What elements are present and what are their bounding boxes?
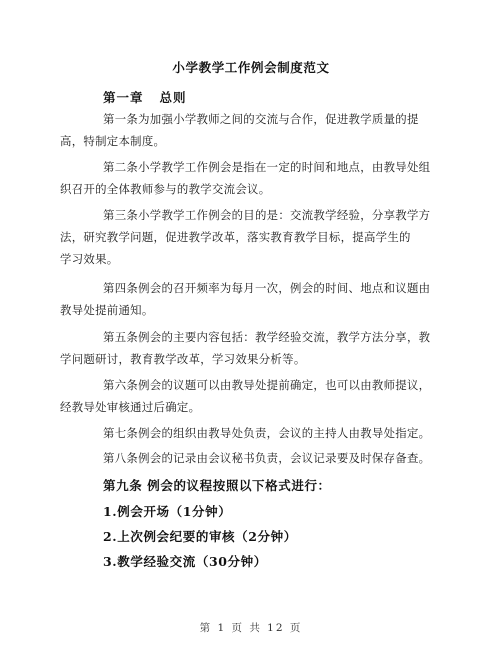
article-nine-heading: 第九条 例会的议程按照以下格式进行： [103,478,331,493]
article-first-line: 第六条例会的议题可以由教导处提前确定，也可以由教师提议， [103,378,431,392]
article-paragraph [60,374,431,418]
article-continuation-line: 学习效果。 [60,252,119,266]
chapter-name: 总则 [159,90,187,105]
article-first-line: 第四条例会的召开频率为每月一次，例会的时间、地点和议题由 [103,281,431,295]
article-first-line: 第七条例会的组织由教导处负责，会议的主持人由教导处指定。 [103,426,431,440]
article-paragraph [60,277,431,321]
article-continuation-line: 学问题研讨，教育教学改革，学习效果分析等。 [60,352,306,366]
article-paragraph [60,156,431,200]
article-first-line: 第二条小学教学工作例会是指在一定的时间和地点，由教导处组 [103,160,431,174]
article-first-line: 第五条例会的主要内容包括：教学经验交流，教学方法分享，教 [103,330,431,344]
article-continuation-line: 织召开的全体教师参与的教学交流会议。 [60,182,271,196]
agenda-item: 2.上次例会纪要的审核（2分钟） [103,529,297,544]
article-paragraph [103,422,431,444]
article-first-line: 第八条例会的记录由会议秘书负责，会议记录要及时保存备查。 [103,451,431,465]
article-continuation-line: 教导处提前通知。 [60,303,154,317]
article-continuation-line: 法，研究教学问题，促进教学改革，落实教育教学目标，提高学生的 [60,230,411,244]
agenda-item: 3.教学经验交流（30分钟） [103,554,267,569]
article-paragraph [103,447,431,469]
chapter-heading [103,88,187,106]
article-first-line: 第一条为加强小学教师之间的交流与合作，促进教学质量的提 [103,112,419,126]
document-title: 小学教学工作例会制度范文 [172,60,330,75]
article-first-line: 第三条小学教学工作例会的目的是：交流教学经验，分享教学方 [103,208,431,222]
article-paragraph [60,108,419,152]
page-number-footer: 第 1 页 共 12 页 [199,622,303,634]
article-paragraph [60,326,431,370]
agenda-item: 1.例会开场（1分钟） [103,504,232,519]
article-continuation-line: 经教导处审核通过后确定。 [60,400,201,414]
article-continuation-line: 高，特制定本制度。 [60,134,166,148]
chapter-number: 第一章 [103,90,144,105]
article-paragraph [60,204,431,270]
